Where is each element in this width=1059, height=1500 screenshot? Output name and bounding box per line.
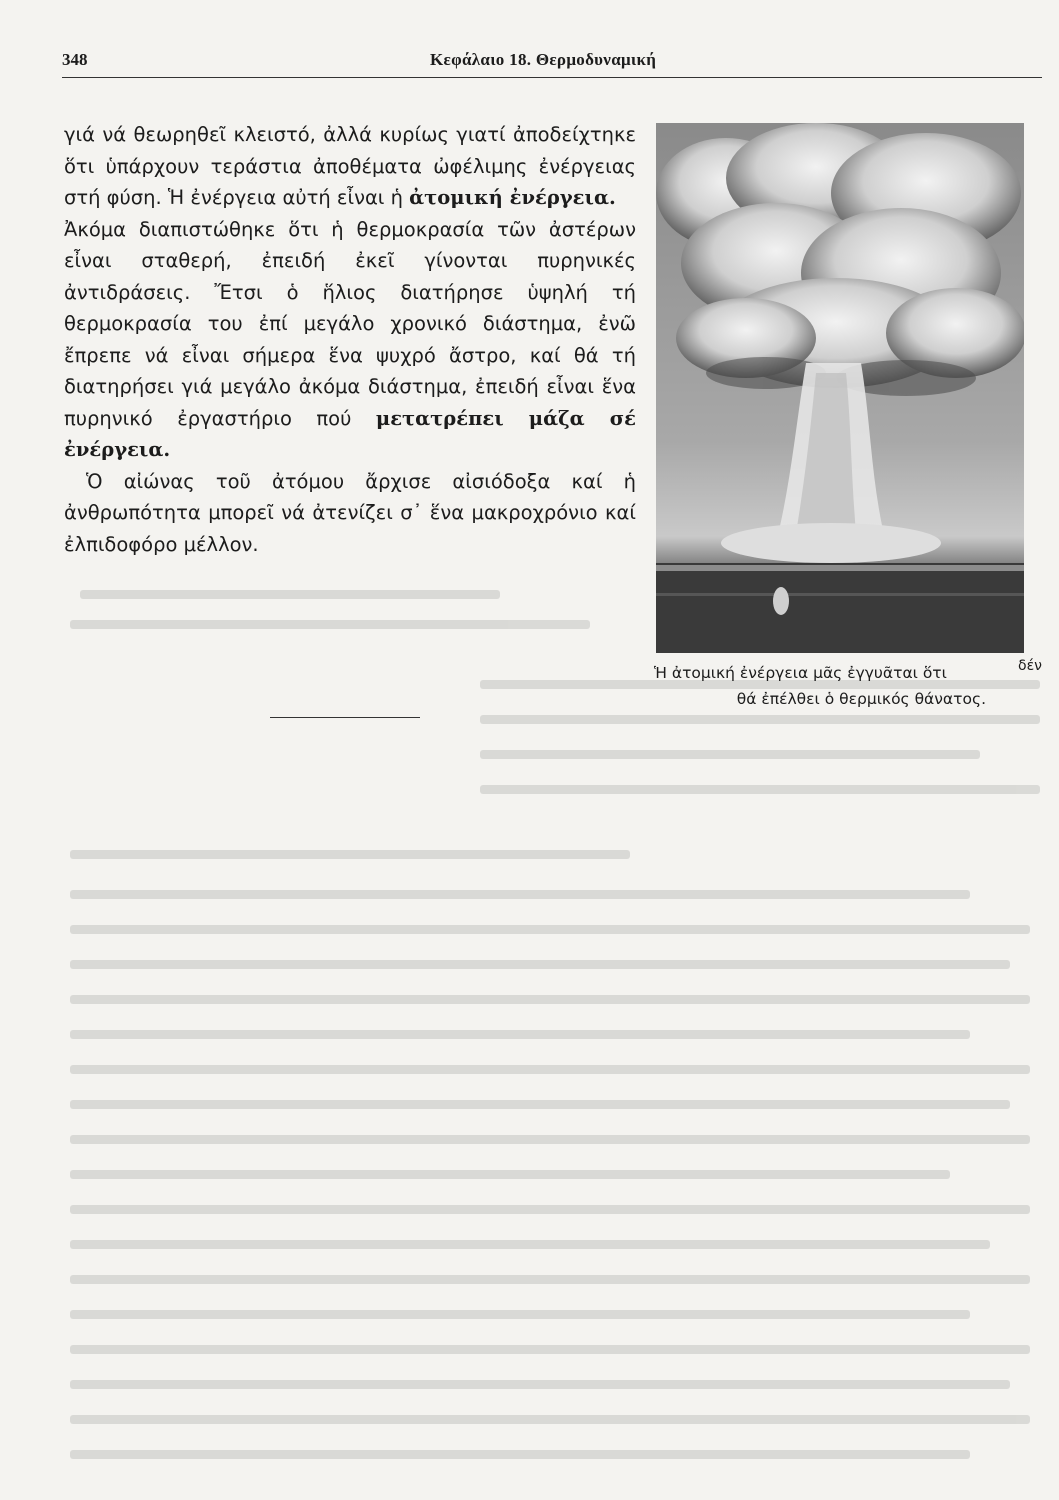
paragraph-2-text: Ἀκόμα διαπιστώθηκε ὅτι ἡ θερμοκρασία τῶν ἀστέρων εἶναι σταθερή, ἐπειδή ἐκεῖ γίνονται πυρηνικές ἀντιδράσεις. Ἔτσι ὁ ἥλιος διατήρησε ὑψηλή τή θερμοκρασία του ἐπί μεγάλο χρονικό διάστημα, ἐνῶ ἔπρεπε νά εἶναι σήμερα ἕνα ψυχρό ἄστρο, καί θά τή διατηρήσει γιά μεγάλο ἀκόμα διάστημα, ἐπειδή εἶναι ἕνα πυρηνικό ἐργαστήριο πού — [64, 217, 636, 430]
paragraph-2-emphasis: μετατρέπει μάζα σέ ἐνέργεια. — [64, 406, 636, 461]
atomic-explosion-photo — [656, 123, 1024, 653]
chapter-title: Κεφάλαιο 18. Θερμοδυναμική — [430, 50, 657, 69]
body-text — [64, 119, 636, 560]
mushroom-cloud-illustration — [656, 123, 1024, 653]
header-rule — [62, 77, 1042, 78]
caption-line-1: Ἡ ἀτομική ἐνέργεια μᾶς ἐγγυᾶται ὅτι — [654, 664, 947, 682]
section-rule — [270, 717, 420, 718]
paragraph-1-text: γιά νά θεωρηθεῖ κλειστό, ἀλλά κυρίως γιατί ἀποδείχτηκε ὅτι ὑπάρχουν τεράστια ἀποθέματα ὠφέλιμης ἐνέργειας στή φύση. Ἡ ἐνέργεια αὐτή εἶναι ἡ — [64, 123, 636, 209]
paragraph-2 — [64, 214, 636, 466]
running-header — [62, 50, 1047, 74]
caption-line-2: θά ἐπέλθει ὁ θερμικός θάνατος. — [736, 690, 986, 708]
paragraph-1-emphasis: ἀτομική ἐνέργεια. — [409, 186, 616, 209]
paragraph-3: Ὁ αἰώνας τοῦ ἀτόμου ἄρχισε αἰσιόδοξα καί ἡ ἀνθρωπότητα μπορεῖ νά ἀτενίζει σ᾽ ἕνα μακροχρόνιο καί ἐλπιδοφόρο μέλλον. — [64, 469, 636, 556]
page-number: 348 — [62, 50, 88, 69]
paragraph-1 — [64, 119, 636, 214]
caption-word: δέν — [1018, 658, 1042, 674]
